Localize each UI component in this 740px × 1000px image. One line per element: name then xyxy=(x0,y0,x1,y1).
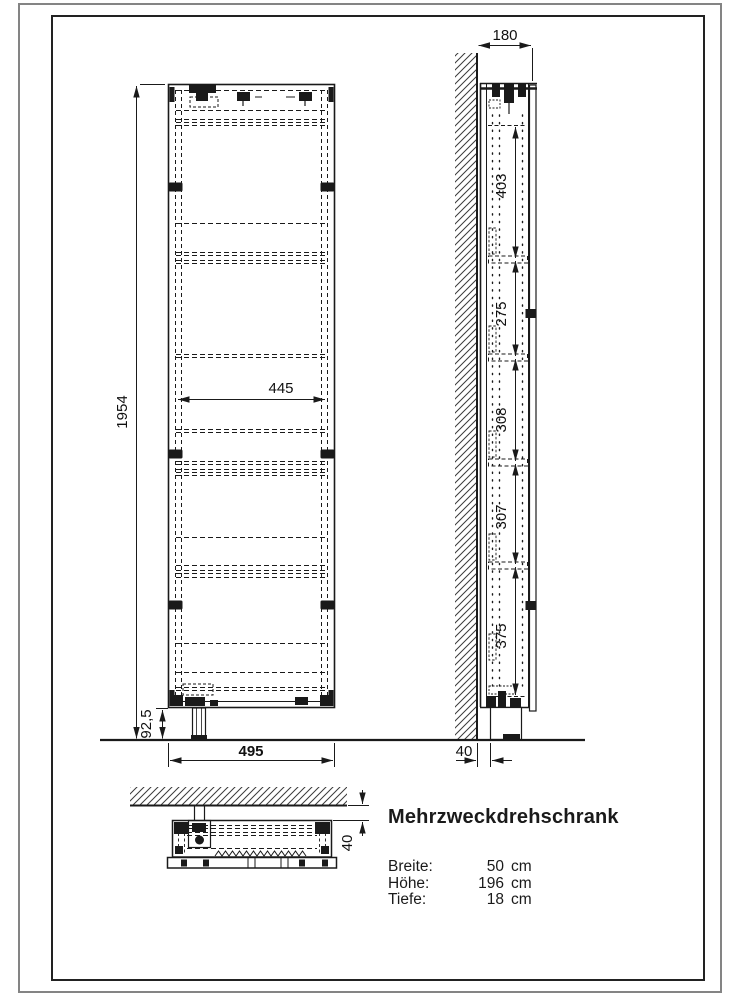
dim-top-wall-gap: 40 xyxy=(339,834,356,852)
spec-value: 196 xyxy=(478,874,504,892)
spec-unit: cm xyxy=(511,874,532,892)
dim-front-inner-width: 445 xyxy=(268,380,294,397)
dim-side-segment-1: 403 xyxy=(493,173,510,199)
dim-side-segment-4: 307 xyxy=(493,504,510,530)
front-view xyxy=(169,84,335,740)
top-base-plate xyxy=(168,858,337,869)
dim-side-plinth-inset: 40 xyxy=(455,743,473,760)
spec-row-tiefe xyxy=(388,892,619,909)
spec-value: 50 xyxy=(486,858,504,875)
spec-row-hoehe xyxy=(388,876,619,893)
top-zigzag-edge xyxy=(215,851,306,856)
dim-side-segment-5: 375 xyxy=(493,623,510,649)
side-door-panel xyxy=(530,85,537,711)
spec-table xyxy=(388,859,619,909)
front-pivot-leg xyxy=(191,708,207,740)
dim-front-height: 1954 xyxy=(114,395,131,429)
product-info-block xyxy=(388,806,619,909)
side-plinth xyxy=(491,708,522,741)
dim-front-width: 495 xyxy=(238,743,264,760)
spec-value: 18 xyxy=(486,891,504,908)
wall-hatch-top xyxy=(130,787,347,805)
dim-side-segment-2: 275 xyxy=(493,301,510,327)
spec-row-breite xyxy=(388,859,619,876)
dim-side-segment-3: 308 xyxy=(493,407,510,433)
wall-hatch xyxy=(455,53,477,740)
dim-side-depth: 180 xyxy=(492,27,518,44)
side-interior-details xyxy=(488,115,528,697)
dim-front-leg-height: 92,5 xyxy=(138,709,155,739)
spec-label: Breite: xyxy=(388,858,433,875)
spec-label: Höhe: xyxy=(388,874,430,892)
spec-unit: cm xyxy=(511,891,532,908)
top-wall-connector xyxy=(189,805,211,848)
spec-label: Tiefe: xyxy=(388,891,427,908)
spec-unit: cm xyxy=(511,858,532,875)
top-view xyxy=(130,787,347,868)
product-title: Mehrzweckdrehschrank xyxy=(388,806,619,828)
